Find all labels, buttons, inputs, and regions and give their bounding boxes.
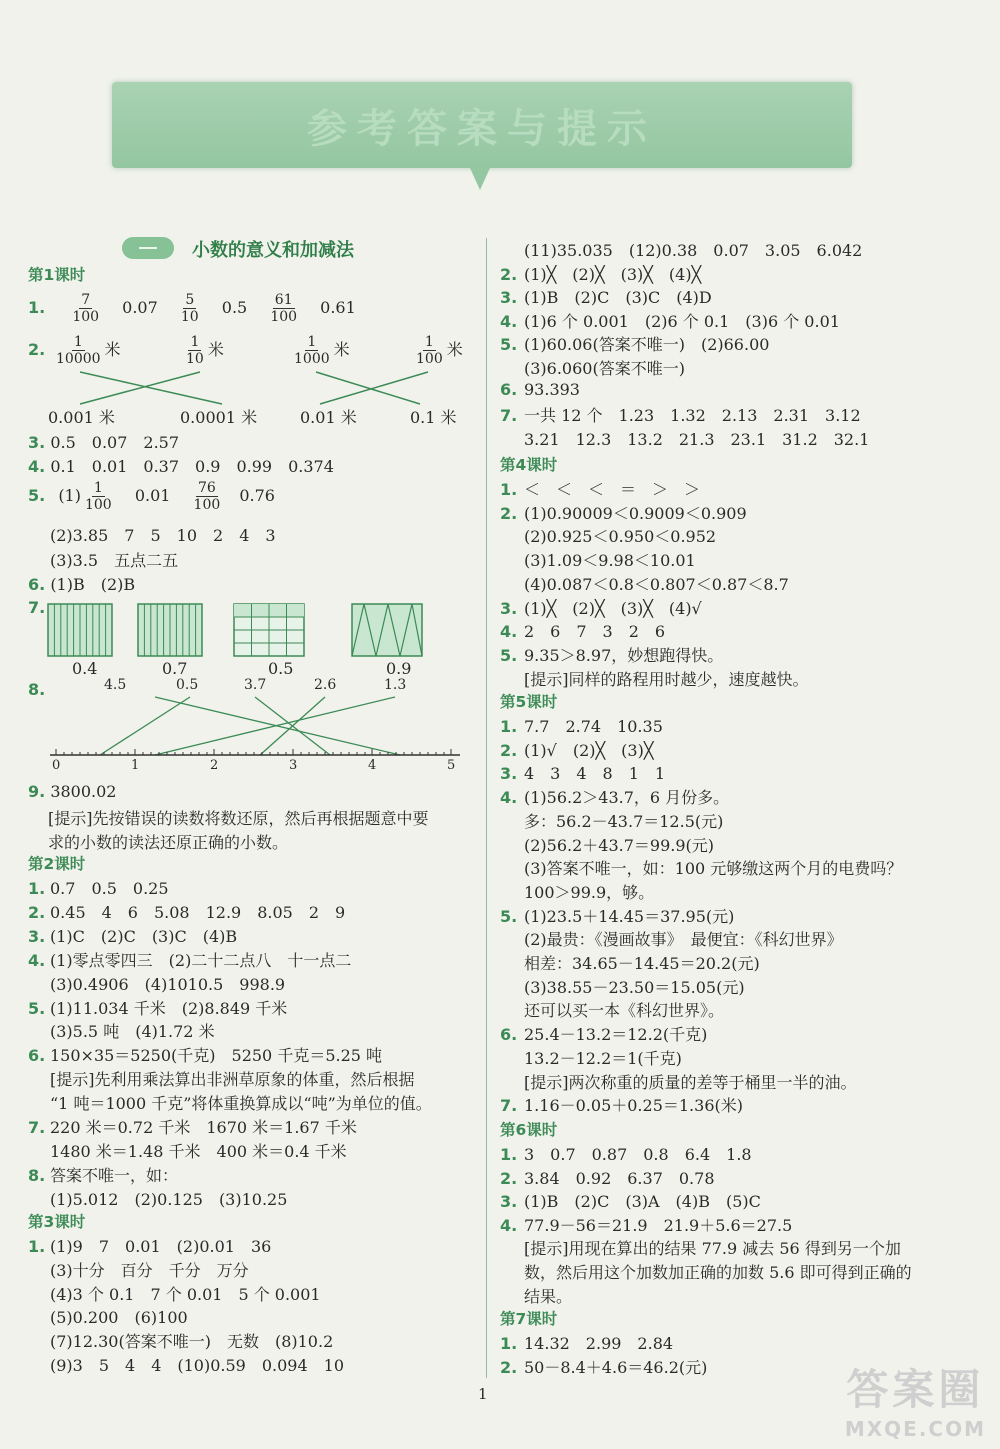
answer-line xyxy=(500,856,902,879)
answer-line xyxy=(28,1282,321,1305)
q3-answer: 3. 0.5 0.07 2.57 xyxy=(28,433,180,452)
answer-line xyxy=(28,1043,382,1066)
question-number: 3. xyxy=(500,288,518,308)
question-number: 1. xyxy=(500,480,518,499)
answer-text: (1)√ (2)╳ (3)╳ xyxy=(524,740,654,760)
question-number: 4. xyxy=(500,622,518,642)
q7-label-3: 0.5 xyxy=(268,659,294,678)
answer-text: 2 6 7 3 2 6 xyxy=(524,622,666,642)
answer-text: (9)3 5 4 4 (10)0.59 0.094 10 xyxy=(50,1356,345,1375)
answer-text: (4)0.087＜0.8＜0.807＜0.87＜8.7 xyxy=(524,574,789,594)
answer-line xyxy=(28,972,285,995)
q2-matching-lines xyxy=(0,0,480,440)
answer-text: 一共 12 个 1.23 1.32 2.13 2.31 3.12 xyxy=(524,406,861,426)
question-number: 4. xyxy=(500,311,518,331)
q2-bottom-1: 0.001 米 xyxy=(48,408,115,427)
answer-text: [提示]同样的路程用时越少，速度越快。 xyxy=(524,669,809,689)
answer-line xyxy=(28,900,345,923)
question-number: 2. xyxy=(500,1168,518,1188)
question-number: 1. xyxy=(500,717,518,736)
answer-line xyxy=(28,1019,215,1042)
answer-line xyxy=(28,1234,271,1257)
answer-text: (1)B (2)C (3)C (4)D xyxy=(524,288,712,308)
page-number: 1 xyxy=(478,1385,488,1403)
answer-text: 3.84 0.92 6.37 0.78 xyxy=(524,1168,715,1188)
q8-number: 8. xyxy=(28,680,46,699)
answer-text: (11)35.035 (12)0.38 0.07 3.05 6.042 xyxy=(524,241,863,260)
lesson-2-heading: 第2课时 xyxy=(28,855,86,873)
unit-title: 小数的意义和加减法 xyxy=(192,240,354,261)
fraction: $\frac{7}{100}$ xyxy=(72,292,100,325)
q8-tick-3: 3 xyxy=(289,758,298,773)
q9-hint-1: [提示]先按错误的读数将数还原，然后再根据题意中要 xyxy=(48,809,429,828)
answer-line xyxy=(28,1067,415,1090)
answer-line xyxy=(500,1046,682,1069)
question-number: 8. xyxy=(28,1165,46,1185)
question-number: 1. xyxy=(28,879,46,898)
answer-text: 多：56.2－43.7＝12.5(元) xyxy=(524,811,724,831)
answer-line xyxy=(28,996,287,1019)
answer-line xyxy=(500,309,840,332)
answer-line xyxy=(500,951,760,974)
lesson-6-heading: 第6课时 xyxy=(500,1121,558,1139)
answer-text: (1)6 个 0.001 (2)6 个 0.1 (3)6 个 0.01 xyxy=(524,311,840,331)
answer-line xyxy=(500,524,716,547)
answer-line xyxy=(500,477,700,500)
answer-line xyxy=(500,1331,673,1354)
answer-line xyxy=(500,975,745,998)
answer-text: 7.7 2.74 10.35 xyxy=(524,717,663,736)
answer-line xyxy=(500,904,734,927)
answer-line xyxy=(500,262,701,285)
answer-line xyxy=(500,572,789,595)
question-number: 3. xyxy=(500,1192,518,1212)
answer-line xyxy=(28,876,169,899)
answer-text: 结果。 xyxy=(524,1286,573,1306)
answer-text: 93.393 xyxy=(524,379,580,399)
q6-answer: 6. (1)B (2)B xyxy=(28,575,136,594)
answer-text: (3)0.4906 (4)1010.5 998.9 xyxy=(50,974,286,994)
answer-line xyxy=(500,761,665,784)
question-number: 3. xyxy=(500,764,518,784)
question-number: 7. xyxy=(500,406,518,426)
q8-top-4: 2.6 xyxy=(314,677,337,693)
answer-text: 3.21 12.3 13.2 21.3 23.1 31.2 32.1 xyxy=(524,429,870,449)
q8-tick-4: 4 xyxy=(368,758,377,773)
column-divider xyxy=(486,238,487,1378)
q5-answer: 5. (1) $\frac{1}{100}$ 0.01 $\frac{76}{100}$ 0.76 xyxy=(28,480,275,513)
answer-line xyxy=(28,1091,432,1114)
answer-line xyxy=(28,1163,178,1186)
question-number: 2. xyxy=(500,264,518,284)
answer-text: (1)9 7 0.01 (2)0.01 36 xyxy=(50,1237,272,1256)
q2-top-2: $\frac{1}{10}$ 米 xyxy=(186,334,224,367)
question-number: 2. xyxy=(28,902,46,922)
q5-part-2: (2)3.85 7 5 10 2 4 3 xyxy=(50,526,276,545)
question-number: 1. xyxy=(500,1334,518,1353)
answer-text: (3)6.060(答案不唯一) xyxy=(524,359,685,378)
fraction: $\frac{61}{100}$ xyxy=(270,292,298,325)
answer-line xyxy=(500,667,809,690)
answer-line xyxy=(500,1070,857,1093)
answer-line xyxy=(500,501,747,524)
answer-text: (1)23.5＋14.45＝37.95(元) xyxy=(524,906,735,926)
answer-text: (3)1.09＜9.98＜10.01 xyxy=(524,551,696,571)
answer-text: 100＞99.9，够。 xyxy=(524,882,655,902)
answer-line xyxy=(28,924,237,947)
answer-text: (1)5.012 (2)0.125 (3)10.25 xyxy=(50,1189,288,1209)
answer-line xyxy=(500,619,665,642)
q8-tick-1: 1 xyxy=(131,758,140,773)
answer-text: 25.4－13.2＝12.2(千克) xyxy=(524,1025,708,1045)
fraction: $\frac{5}{10}$ xyxy=(180,292,199,325)
answer-line xyxy=(500,1284,572,1307)
answer-text: (2)56.2＋43.7＝99.9(元) xyxy=(524,835,715,855)
q7-number: 7. xyxy=(28,598,46,617)
answer-line xyxy=(500,1093,743,1116)
answer-text: (1)╳ (2)╳ (3)╳ (4)√ xyxy=(524,598,702,618)
q2-number: 2. xyxy=(28,340,46,359)
question-number: 3. xyxy=(500,598,518,618)
q2-top-1: $\frac{1}{10000}$ 米 xyxy=(56,334,121,367)
answer-text: 77.9－56＝21.9 21.9＋5.6＝27.5 xyxy=(524,1215,793,1235)
answer-line xyxy=(500,738,653,761)
answer-text: 220 米＝0.72 千米 1670 米＝1.67 千米 xyxy=(50,1118,357,1137)
answer-line xyxy=(28,1115,357,1138)
q2-bottom-4: 0.1 米 xyxy=(410,408,457,427)
q7-shaded-grids xyxy=(46,602,426,658)
answer-line xyxy=(28,1139,347,1162)
answer-text: 还可以买一本《科幻世界》。 xyxy=(524,1001,725,1021)
q1-answer: 1. $\frac{7}{100}$ 0.07 $\frac{5}{10}$ 0.5 $\frac{61}{100}$ 0.61 xyxy=(28,292,356,325)
question-number: 3. xyxy=(28,926,46,946)
answer-text: 答案不唯一，如： xyxy=(50,1165,179,1185)
answer-text: (3)十分 百分 千分 万分 xyxy=(50,1260,249,1280)
q8-top-3: 3.7 xyxy=(244,677,267,693)
answer-text: 13.2－12.2＝1(千克) xyxy=(524,1048,682,1068)
lesson-3-heading: 第3课时 xyxy=(28,1213,86,1231)
answer-text: (3)5.5 吨 (4)1.72 米 xyxy=(50,1022,215,1042)
question-number: 7. xyxy=(500,1096,518,1116)
answer-line xyxy=(500,403,861,426)
answer-line xyxy=(500,1142,752,1165)
answer-text: 3 0.7 0.87 0.8 6.4 1.8 xyxy=(524,1145,752,1164)
q9-answer: 9. 3800.02 xyxy=(28,782,117,801)
answer-text: 1.16－0.05＋0.25＝1.36(米) xyxy=(524,1096,743,1116)
question-number: 6. xyxy=(28,1046,46,1066)
answer-text: 50－8.4＋4.6＝46.2(元) xyxy=(524,1357,708,1377)
answer-line xyxy=(500,833,714,856)
answer-text: 9.35＞8.97，妙想跑得快。 xyxy=(524,645,724,665)
lesson-1-heading: 第1课时 xyxy=(28,266,86,284)
question-number: 6. xyxy=(500,1025,518,1045)
answer-line xyxy=(500,285,712,308)
answer-text: 4 3 4 8 1 1 xyxy=(524,764,666,784)
watermark-logo: 答案圈 MXQE.COM xyxy=(844,1365,986,1441)
answer-text: (1)零点零四三 (2)二十二点八 十一点二 xyxy=(50,950,352,970)
answer-line xyxy=(28,1353,344,1376)
banner-title: 参考答案与提示 xyxy=(307,105,657,152)
q2-bottom-3: 0.01 米 xyxy=(300,408,357,427)
answer-text: (3)38.55－23.50＝15.05(元) xyxy=(524,977,745,997)
answer-line xyxy=(500,596,702,619)
question-number: 5. xyxy=(500,335,518,355)
answer-line xyxy=(500,1166,715,1189)
q7-label-4: 0.9 xyxy=(386,659,412,678)
answer-line xyxy=(500,998,724,1021)
lesson-5-heading: 第5课时 xyxy=(500,693,558,711)
answer-line xyxy=(500,880,654,903)
answer-text: (1)B (2)C (3)A (4)B (5)C xyxy=(524,1192,761,1212)
answer-line xyxy=(500,380,580,399)
answer-line xyxy=(500,927,843,950)
answer-text: (5)0.200 (6)100 xyxy=(50,1308,188,1328)
answer-line xyxy=(28,1305,188,1328)
q2-top-4: $\frac{1}{100}$ 米 xyxy=(416,334,463,367)
q8-tick-5: 5 xyxy=(447,758,456,773)
answer-line xyxy=(500,643,723,666)
answer-text: 相差：34.65－14.45＝20.2(元) xyxy=(524,954,760,973)
answer-text: [提示]先利用乘法算出非洲草原象的体重，然后根据 xyxy=(50,1070,415,1090)
question-number: 4. xyxy=(500,1215,518,1235)
q2-bottom-2: 0.0001 米 xyxy=(180,408,258,427)
answer-text: [提示]用现在算出的结果 77.9 减去 56 得到另一个加 xyxy=(524,1239,901,1259)
answer-text: (2)0.925＜0.950＜0.952 xyxy=(524,527,717,547)
answer-text: 0.7 0.5 0.25 xyxy=(50,879,169,898)
question-number: 2. xyxy=(500,740,518,760)
answer-line xyxy=(28,948,351,971)
q5-part-3: (3)3.5 五点二五 xyxy=(50,551,179,570)
answer-text: (1)11.034 千米 (2)8.849 千米 xyxy=(50,998,288,1018)
answer-text: 0.45 4 6 5.08 12.9 8.05 2 9 xyxy=(50,902,346,922)
question-number: 7. xyxy=(28,1118,46,1137)
answer-line xyxy=(500,548,696,571)
question-number: 2. xyxy=(500,503,518,523)
q7-label-1: 0.4 xyxy=(72,659,98,678)
q8-top-1: 4.5 xyxy=(104,677,127,693)
answer-text: (4)3 个 0.1 7 个 0.01 5 个 0.001 xyxy=(50,1284,321,1304)
answer-text: 数，然后用这个加数加正确的加数 5.6 即可得到正确的 xyxy=(524,1263,912,1282)
answer-text: ＜ ＜ ＜ ＝ ＞ ＞ xyxy=(524,480,701,499)
answer-text: (1)56.2＞43.7，6 月份多。 xyxy=(524,788,730,808)
question-number: 6. xyxy=(500,379,518,399)
answer-line xyxy=(28,1258,249,1281)
question-number: 4. xyxy=(28,950,46,970)
answer-line xyxy=(500,356,685,379)
answer-text: (1)╳ (2)╳ (3)╳ (4)╳ xyxy=(524,264,702,284)
answer-text: (1)C (2)C (3)C (4)B xyxy=(50,926,238,946)
question-number: 1. xyxy=(28,1237,46,1256)
q4-answer: 4. 0.1 0.01 0.37 0.9 0.99 0.374 xyxy=(28,457,334,476)
question-number: 2. xyxy=(500,1357,518,1377)
answer-line xyxy=(500,1236,901,1259)
lesson-7-heading: 第7课时 xyxy=(500,1310,558,1328)
answer-line xyxy=(28,1329,333,1352)
q7-label-2: 0.7 xyxy=(162,659,188,678)
answer-line xyxy=(500,785,729,808)
question-number: 5. xyxy=(500,645,518,665)
answer-text: “1 吨＝1000 千克”将体重换算成以“吨”为单位的值。 xyxy=(50,1094,432,1114)
question-number: 5. xyxy=(500,906,518,926)
answer-text: (1)0.90009＜0.9009＜0.909 xyxy=(524,503,747,523)
question-number: 5. xyxy=(28,998,46,1018)
answer-line xyxy=(28,1187,287,1210)
answer-line xyxy=(500,1189,761,1212)
answer-text: 1480 米＝1.48 千米 400 米＝0.4 千米 xyxy=(50,1141,347,1161)
answer-line xyxy=(500,714,663,737)
q2-top-3: $\frac{1}{1000}$ 米 xyxy=(294,334,350,367)
answer-text: 150×35＝5250(千克) 5250 千克＝5.25 吨 xyxy=(50,1046,383,1066)
answer-line xyxy=(500,1355,707,1378)
answer-line xyxy=(500,809,723,832)
answer-text: (2)最贵：《漫画故事》 最便宜：《科幻世界》 xyxy=(524,930,843,950)
answer-line xyxy=(500,1213,792,1236)
answer-line xyxy=(500,1260,912,1283)
q8-tick-2: 2 xyxy=(210,758,219,773)
answer-text: (1)60.06(答案不唯一) (2)66.00 xyxy=(524,335,770,355)
answer-text: [提示]两次称重的质量的差等于桶里一半的油。 xyxy=(524,1072,857,1092)
question-number: 4. xyxy=(500,788,518,808)
q8-number-line xyxy=(40,695,470,765)
answer-text: (7)12.30(答案不唯一) 无数 (8)10.2 xyxy=(50,1332,334,1352)
answer-line xyxy=(500,238,862,261)
answer-text: 14.32 2.99 2.84 xyxy=(524,1334,674,1353)
answer-line xyxy=(500,427,869,450)
answer-line xyxy=(500,1022,707,1045)
lesson-4-heading: 第4课时 xyxy=(500,456,558,474)
question-number: 1. xyxy=(500,1145,518,1164)
answer-text: (3)答案不唯一，如：100 元够缴这两个月的电费吗？ xyxy=(524,859,903,879)
q8-top-5: 1.3 xyxy=(384,677,407,693)
q9-hint-2: 求的小数的读法还原正确的小数。 xyxy=(48,833,289,852)
answer-line xyxy=(500,332,769,355)
q8-top-2: 0.5 xyxy=(176,677,199,693)
q8-tick-0: 0 xyxy=(52,758,61,773)
